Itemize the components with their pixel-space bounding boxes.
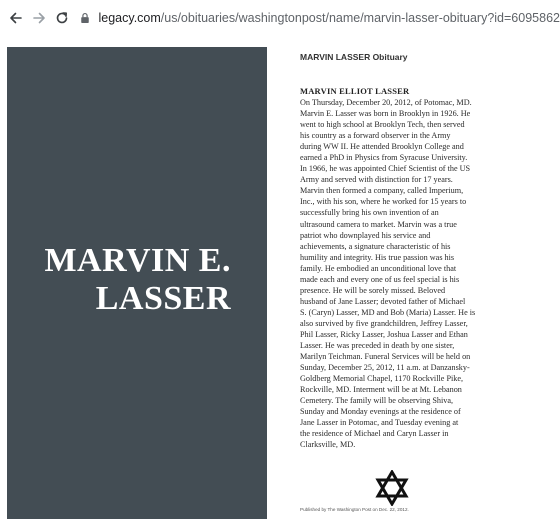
arrow-left-icon (9, 11, 23, 25)
published-note: Published by The Washington Post on Dec. 22, 2012. (300, 507, 409, 512)
url-host: legacy.com (98, 11, 161, 25)
url-path: /us/obituaries/washingtonpost/name/marvin-lasser-obituary?id=6095862 (160, 11, 560, 25)
hero-name-line2: LASSER (95, 280, 231, 317)
obituary-body: On Thursday, December 20, 2012, of Potomac, MD. Marvin E. Lasser was born in Brooklyn in 1926. He went to high school at Brooklyn Tech, then served his country as a forward observer in the Army during WW II. He attended Brooklyn College and earned a PhD in Physics from Syracuse University. In 1966, he was appointed Chief Scientist of the US Army and served with distinction for 17 years. Marvin then formed a company, called Imperium, Inc., with his son, where he worked for 15 years to successfully bring his own invention of an ultrasound camera to market. Marvin was a true patriot who downplayed his service and achievements, a signature characteristic of his humility and integrity. His true passion was his family. He embodied an unconditional love that made each and every one of us feel special is his presence. He will be sorely missed. Beloved husband of Jane Lasser; devoted father of Michael S. (Caryn) Lasser, MD and Bob (Maria) Lasser. He is also survived by five grandchildren, Jeffrey Lasser, Phil Lasser, Ricky Lasser, Joshua Lasser and Ethan Lasser. He was preceded in death by one sister, Marilyn Teichman. Funeral Services will be held on Sunday, December 25, 2012, 11 a.m. at Danzansky- Goldberg Memorial Chapel, 1170 Rockville Pike, Rockville, MD. Interment will be at Mt. Lebanon Cemetery. The family will be observing Shiva, Sunday and Monday evenings at the residence of Jane Lasser in Potomac, and Tuesday evening at the residence of Michael and Caryn Lasser in Clarksville, MD. (300, 98, 476, 450)
obituary-heading: MARVIN ELLIOT LASSER (300, 86, 410, 96)
obituary-content (300, 47, 550, 519)
hero-name-line1: MARVIN E. (44, 242, 231, 279)
obituary-hero-panel (7, 47, 267, 519)
browser-toolbar (0, 0, 560, 36)
lock-icon[interactable] (80, 11, 92, 25)
forward-button[interactable] (31, 7, 48, 29)
reload-icon (55, 11, 69, 25)
star-of-david-icon (374, 470, 410, 506)
arrow-right-icon (32, 11, 46, 25)
obituary-title: MARVIN LASSER Obituary (300, 52, 408, 62)
reload-button[interactable] (54, 7, 71, 29)
address-bar[interactable] (80, 7, 560, 29)
hero-name (44, 242, 231, 318)
back-button[interactable] (8, 7, 25, 29)
